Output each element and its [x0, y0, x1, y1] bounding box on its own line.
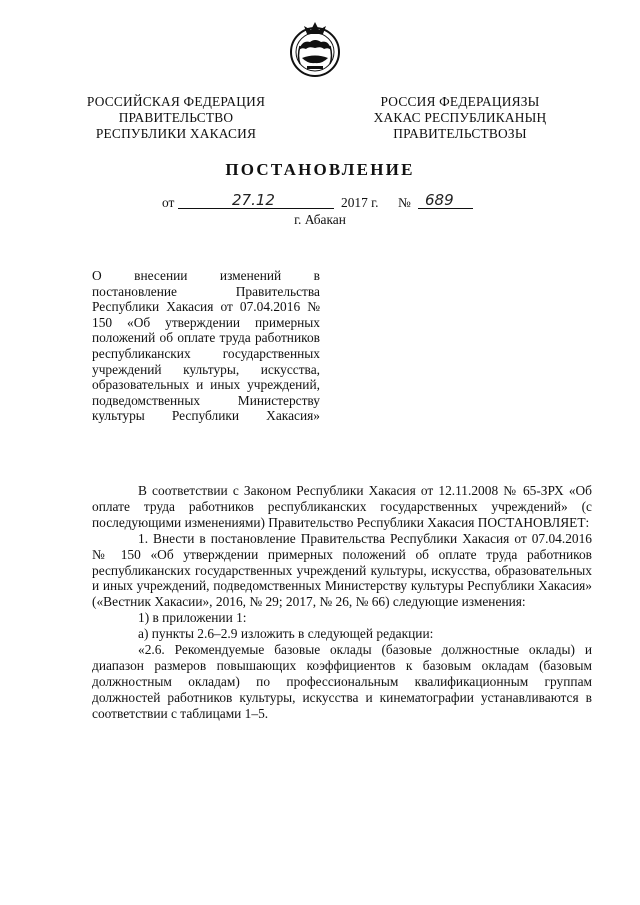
document-title: ПОСТАНОВЛЕНИЕ — [225, 160, 415, 179]
date-number-line — [0, 193, 640, 213]
handwritten-date: 27.12 — [232, 191, 275, 209]
header-right-line-3: ПРАВИТЕЛЬСТВОЗЫ — [393, 126, 527, 141]
header-left — [86, 94, 266, 142]
header-right — [370, 94, 550, 142]
document-body — [92, 483, 592, 722]
city-name: г. Абакан — [294, 212, 346, 227]
paragraph-item-1: 1. Внести в постановление Правительства Республики Хакасия от 07.04.2016 № 150 «Об утверждении примерных положений об оплате труда работников республиканских государственных учреждений культуры, искусства, образовательных и иных учреждений, подведомственных Министерству культуры Республики Хакасия» («Вестник Хакасии», 2016, № 29; 2017, № 26, № 66) следующие изменения: — [92, 530, 592, 610]
document-subject: О внесении изменений в постановление Правительства Республики Хакасия от 07.04.2016 № 150 «Об утверждении примерных положений об оплате труда работников республиканских государственных учреждений культуры, искусства, образовательных и иных учреждений, подведомственных Министерству культуры Республики Хакасия» — [92, 268, 320, 424]
date-year: 2017 г. — [341, 195, 379, 210]
paragraph-clause-2-6: «2.6. Рекомендуемые базовые оклады (базовые должностные оклады) и диапазон размеров повышающих коэффициентов к базовым окладам (базовым должностным окладам) по профессиональным квалификационным группам должностей работников культуры, искусства и кинематографии устанавливаются в соответствии с таблицами 1–5. — [92, 642, 592, 721]
paragraph-subitem-a: а) пункты 2.6–2.9 изложить в следующей редакции: — [138, 626, 434, 642]
header-left-line-3: РЕСПУБЛИКИ ХАКАСИЯ — [95, 126, 257, 141]
number-sign: № — [398, 195, 411, 210]
paragraph-preamble: В соответствии с Законом Республики Хакасия от 12.11.2008 № 65-ЗРХ «Об оплате труда работников республиканских государственных учреждений» (с последующими изменениями) Правительство Республики Хакасия ПОСТАНОВЛЯЕТ: — [92, 483, 592, 530]
coat-of-arms-icon — [288, 20, 342, 80]
paragraph-appendix-1: 1) в приложении 1: — [138, 610, 247, 626]
header-left-line-2: ПРАВИТЕЛЬСТВО — [118, 110, 234, 125]
header-right-line-2: ХАКАС РЕСПУБЛИКАНЫҢ — [373, 110, 547, 125]
handwritten-number: 689 — [425, 191, 454, 209]
header-right-line-1: РОССИЯ ФЕДЕРАЦИЯЗЫ — [380, 94, 540, 109]
header-left-line-1: РОССИЙСКАЯ ФЕДЕРАЦИЯ — [86, 94, 266, 109]
date-prefix: от — [162, 195, 175, 210]
